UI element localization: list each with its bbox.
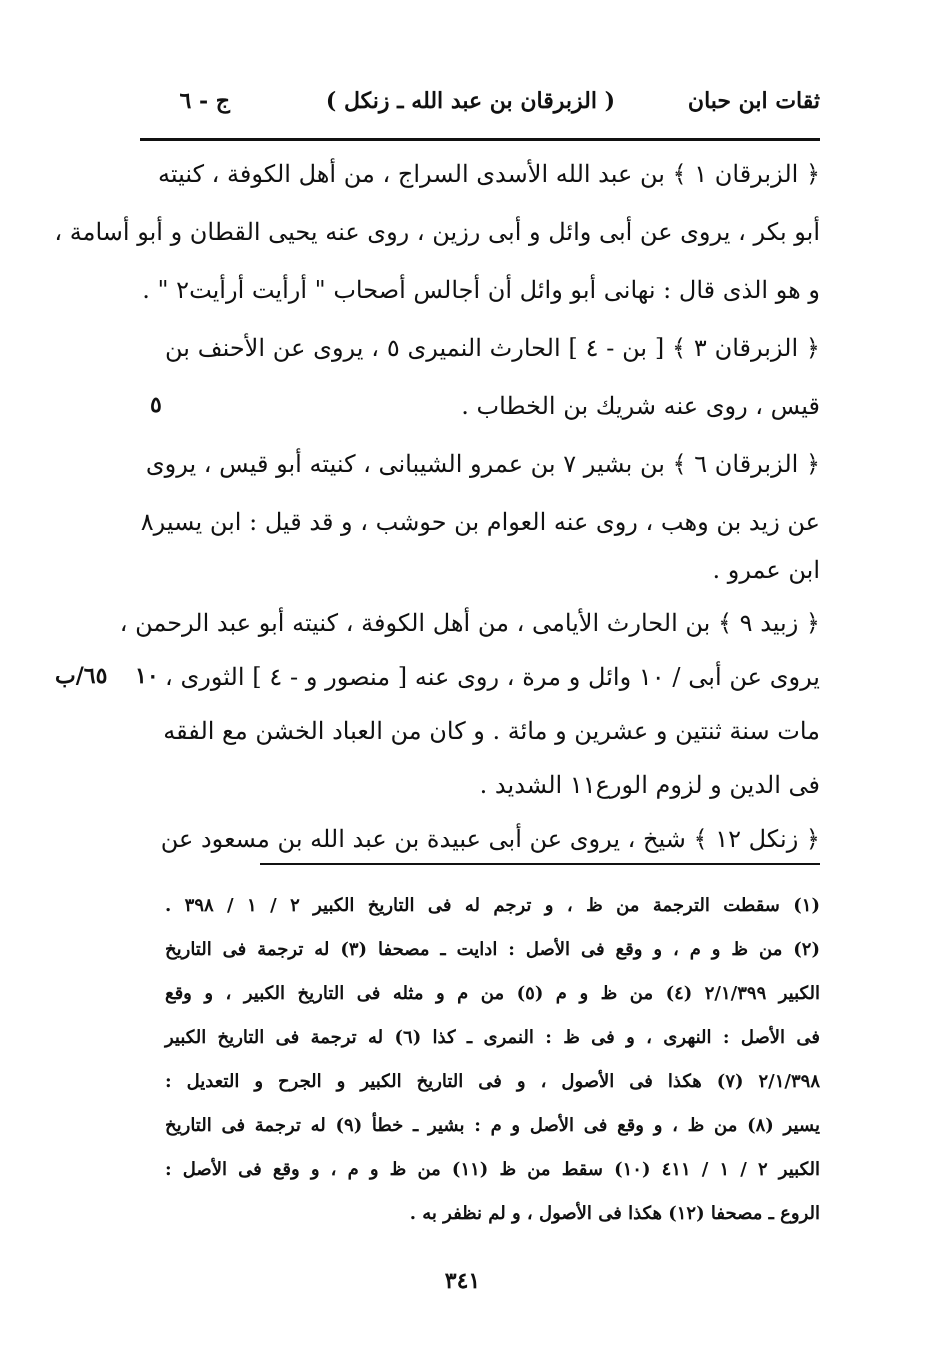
folio-marker: ٦٥/ب: [55, 663, 108, 689]
body-line: و هو الذى قال : نهانى أبو وائل أن أجالس أصحاب " أرأيت أرأيت٢ " .: [142, 276, 820, 304]
header-rule: [140, 138, 820, 141]
body-line: ابن عمرو .: [712, 556, 820, 584]
footnote-line: الروع ـ مصحفا (١٢) هكذا فى الأصول ، و لم نظفر به .: [409, 1203, 820, 1224]
footnote-rule: [260, 863, 820, 865]
body-line: قيس ، روى عنه شريك بن الخطاب .: [461, 392, 820, 420]
body-line: ﴿ زبيد ٩ ﴾ بن الحارث الأيامى ، من أهل الكوفة ، كنيته أبو عبد الرحمن ،: [119, 609, 820, 637]
body-line: ﴿ زنكل ١٢ ﴾ شيخ ، يروى عن أبى عبيدة بن عبد الله بن مسعود عن: [160, 825, 820, 853]
volume-label: ج - ٦: [179, 88, 230, 114]
body-line: ﴿ الزبرقان ١ ﴾ بن عبد الله الأسدى السراج ، من أهل الكوفة ، كنيته: [157, 160, 820, 188]
footnote-line: الكبير ٢ / ١ / ٤١١ (١٠) سقط من ظ (١١) من ظ و م ، و وقع فى الأصل :: [165, 1159, 821, 1180]
footnote-line: (١) سقطت الترجمة من ظ ، و ترجم له فى التاريخ الكبير ٢ / ١ / ٣٩٨ .: [165, 895, 820, 916]
body-line: يروى عن أبى / ١٠ وائل و مرة ، روى عنه [ منصور و - ٤ ] الثورى ،: [165, 663, 820, 691]
book-title: ثقات ابن حبان: [687, 88, 820, 114]
body-line: فى الدين و لزوم الورع١١ الشديد .: [479, 771, 820, 799]
body-line: أبو بكر ، يروى عن أبى وائل و أبى رزين ، روى عنه يحيى القطان و أبو أسامة ،: [54, 218, 820, 246]
running-header: [140, 82, 820, 132]
line-number-10: ١٠: [135, 663, 159, 689]
footnote-line: ٢/١/٣٩٨ (٧) هكذا فى الأصول ، و فى التاريخ الكبير و الجرح و التعديل :: [165, 1071, 820, 1092]
footnote-line: فى الأصل : النهرى ، و فى ظ : النمرى ـ كذا (٦) له ترجمة فى التاريخ الكبير: [165, 1027, 820, 1048]
header-topic: ( الزبرقان بن عبد الله ـ زنكل ): [325, 88, 615, 114]
body-line: ﴿ الزبرقان ٦ ﴾ بن بشير ٧ بن عمرو الشيبانى ، كنيته أبو قيس ، يروى: [145, 450, 820, 478]
footnote-line: الكبير ٢/١/٣٩٩ (٤) من ظ و م (٥) من م و مثله فى التاريخ الكبير ، و وقع: [165, 983, 820, 1004]
page-number: ٣٤١: [444, 1268, 481, 1294]
footnote-line: (٢) من ظ و م ، و وقع فى الأصل : ادايت ـ مصحفا (٣) له ترجمة فى التاريخ: [165, 939, 820, 960]
body-line: ﴿ الزبرقان ٣ ﴾ [ بن - ٤ ] الحارث النميرى ٥ ، يروى عن الأحنف بن: [165, 334, 820, 362]
body-line: مات سنة ثنتين و عشرين و مائة . و كان من العباد الخشن مع الفقه: [163, 717, 820, 745]
line-number-5: ٥: [150, 392, 162, 418]
body-line: عن زيد بن وهب ، روى عنه العوام بن حوشب ، و قد قيل : ابن يسير٨: [140, 508, 820, 536]
footnote-line: يسير (٨) من ظ ، و وقع فى الأصل و م : بشير ـ خطأ (٩) له ترجمة فى التاريخ: [165, 1115, 820, 1136]
